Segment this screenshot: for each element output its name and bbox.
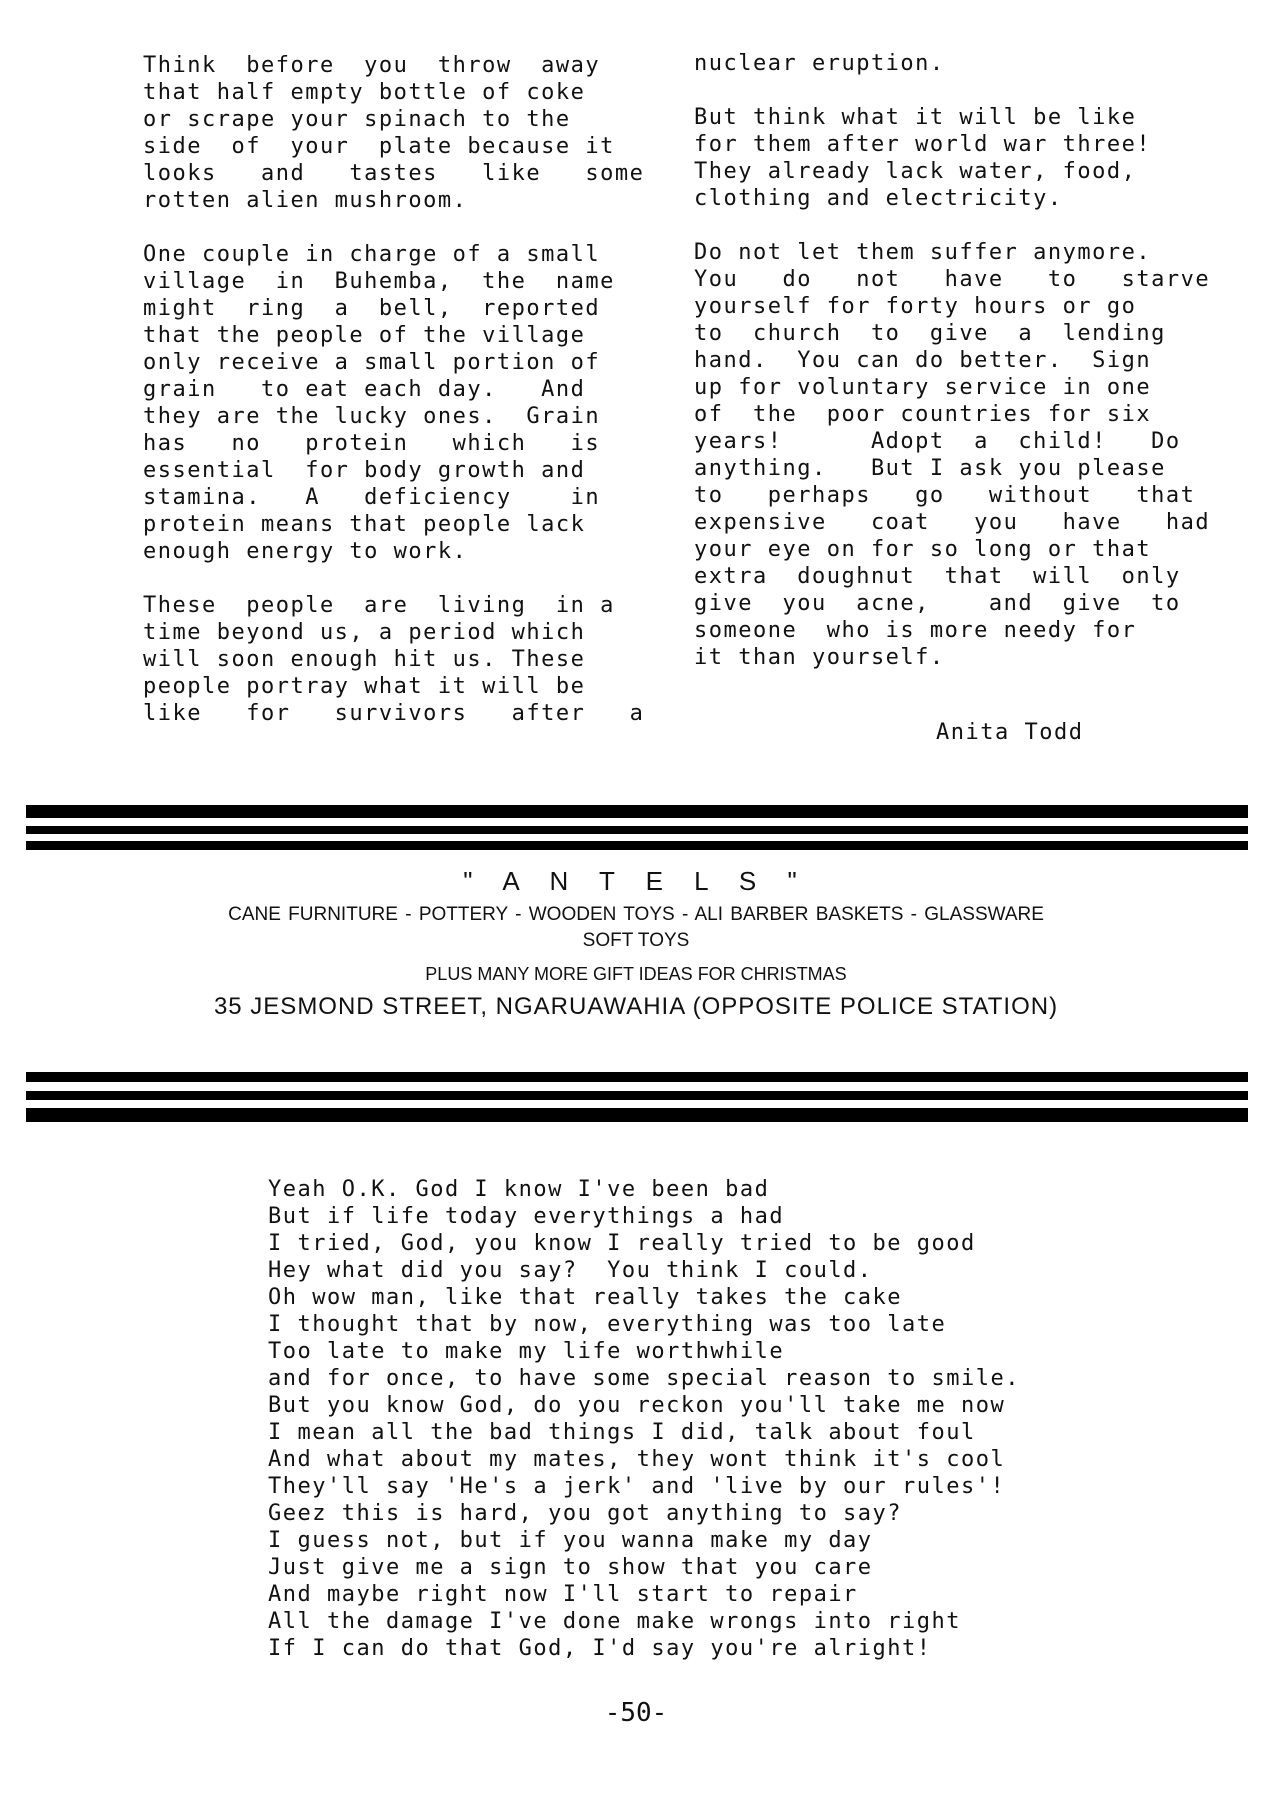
text-line: to church to give a lending — [694, 321, 1166, 346]
text-line: it than yourself. — [694, 645, 945, 670]
poem-line: Yeah O.K. God I know I've been bad — [268, 1177, 770, 1202]
text-line: might ring a bell, reported — [143, 296, 601, 321]
text-line: expensive coat you have had — [694, 510, 1211, 535]
text-line: that half empty bottle of coke — [143, 80, 586, 105]
poem-line: And what about my mates, they wont think it's cool — [268, 1447, 1006, 1472]
article-right-column — [694, 50, 1214, 671]
text-line: or scrape your spinach to the — [143, 107, 571, 132]
poem-line: I thought that by now, everything was too late — [268, 1312, 947, 1337]
page-number: -50- — [604, 1698, 668, 1728]
paragraph — [143, 592, 653, 727]
advert-shop-name: " A N T E L S " — [463, 866, 809, 896]
text-line: hand. You can do better. Sign — [694, 348, 1152, 373]
text-line: side of your plate because it — [143, 134, 615, 159]
poem-line: Geez this is hard, you got anything to say? — [268, 1501, 903, 1526]
paragraph — [143, 52, 653, 214]
text-line: time beyond us, a period which — [143, 620, 586, 645]
text-line: for them after world war three! — [694, 132, 1152, 157]
divider-stripes-top — [26, 805, 1248, 850]
poem — [268, 1176, 1020, 1662]
poem-line: Just give me a sign to show that you care — [268, 1555, 873, 1580]
text-line: extra doughnut that will only — [694, 564, 1181, 589]
text-line: nuclear eruption. — [694, 51, 945, 76]
poem-line: If I can do that God, I'd say you're alright! — [268, 1636, 932, 1661]
text-line: Think before you throw away — [143, 53, 601, 78]
text-line: will soon enough hit us. These — [143, 647, 586, 672]
text-line: stamina. A deficiency in — [143, 485, 601, 510]
text-line: One couple in charge of a small — [143, 242, 601, 267]
text-line: essential for body growth and — [143, 458, 586, 483]
poem-line: Hey what did you say? You think I could. — [268, 1258, 873, 1283]
text-line: anything. But I ask you please — [694, 456, 1166, 481]
poem-line: They'll say 'He's a jerk' and 'live by our rules'! — [268, 1474, 1006, 1499]
text-line: looks and tastes like some — [143, 161, 645, 186]
advert-address: 35 JESMOND STREET, NGARUAWAHIA (OPPOSITE POLICE STATION) — [213, 993, 1059, 1020]
text-line: They already lack water, food, — [694, 159, 1137, 184]
text-line: of the poor countries for six — [694, 402, 1152, 427]
poem-line: and for once, to have some special reason to smile. — [268, 1366, 1021, 1391]
poem-line: I mean all the bad things I did, talk about foul — [268, 1420, 976, 1445]
text-line: Do not let them suffer anymore. — [694, 240, 1152, 265]
paragraph — [694, 50, 1214, 77]
text-line: rotten alien mushroom. — [143, 188, 468, 213]
text-line: has no protein which is — [143, 431, 601, 456]
text-line: that the people of the village — [143, 323, 586, 348]
text-line: only receive a small portion of — [143, 350, 601, 375]
article-author: Anita Todd — [936, 720, 1084, 745]
poem-line: I guess not, but if you wanna make my day — [268, 1528, 873, 1553]
text-line: These people are living in a — [143, 593, 615, 618]
text-line: people portray what it will be — [143, 674, 586, 699]
text-line: years! Adopt a child! Do — [694, 429, 1181, 454]
paragraph — [694, 239, 1214, 671]
poem-line: Oh wow man, like that really takes the cake — [268, 1285, 903, 1310]
poem-line: I tried, God, you know I really tried to be good — [268, 1231, 976, 1256]
text-line: You do not have to starve — [694, 267, 1211, 292]
poem-line: Too late to make my life worthwhile — [268, 1339, 785, 1364]
text-line: your eye on for so long or that — [694, 537, 1152, 562]
advert-products: CANE FURNITURE - POTTERY - WOODEN TOYS - ALI BARBER BASKETS - GLASSWARE — [228, 904, 1044, 925]
text-line: they are the lucky ones. Grain — [143, 404, 601, 429]
text-line: enough energy to work. — [143, 539, 468, 564]
text-line: village in Buhemba, the name — [143, 269, 615, 294]
text-line: like for survivors after a — [143, 701, 645, 726]
text-line: grain to eat each day. And — [143, 377, 586, 402]
text-line: protein means that people lack — [143, 512, 586, 537]
divider-stripes-bottom — [26, 1072, 1248, 1122]
text-line: But think what it will be like — [694, 105, 1137, 130]
text-line: yourself for forty hours or go — [694, 294, 1137, 319]
article-left-column — [143, 52, 653, 727]
poem-line: But you know God, do you reckon you'll take me now — [268, 1393, 1006, 1418]
paragraph — [694, 104, 1214, 212]
text-line: give you acne, and give to — [694, 591, 1181, 616]
advert-gift-ideas: PLUS MANY MORE GIFT IDEAS FOR CHRISTMAS — [425, 964, 847, 984]
text-line: up for voluntary service in one — [694, 375, 1152, 400]
advert-products-continued: SOFT TOYS — [582, 930, 690, 951]
poem-line: But if life today everythings a had — [268, 1204, 785, 1229]
text-line: someone who is more needy for — [694, 618, 1137, 643]
poem-line: All the damage I've done make wrongs into right — [268, 1609, 962, 1634]
poem-line: And maybe right now I'll start to repair — [268, 1582, 858, 1607]
text-line: to perhaps go without that — [694, 483, 1196, 508]
paragraph — [143, 241, 653, 565]
text-line: clothing and electricity. — [694, 186, 1063, 211]
